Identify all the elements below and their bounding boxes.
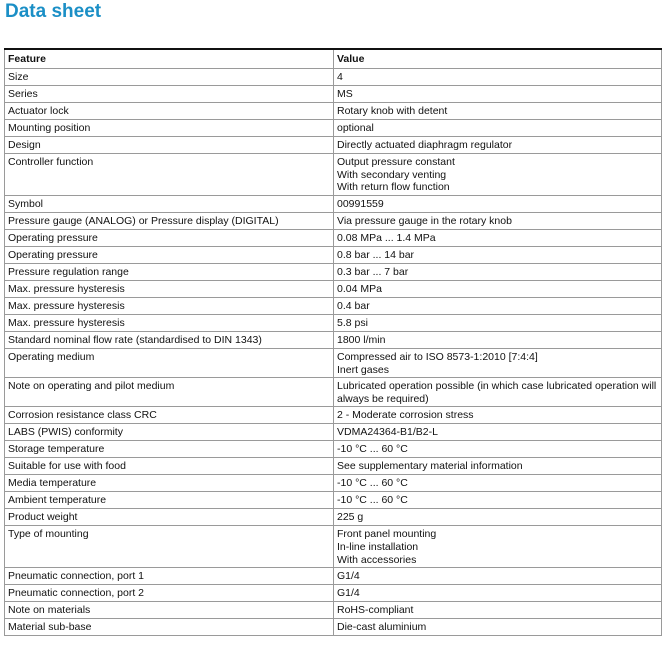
feature-cell: Pneumatic connection, port 1: [5, 568, 334, 585]
value-line: RoHS-compliant: [337, 604, 414, 617]
feature-cell: Material sub-base: [5, 619, 334, 636]
table-row: [5, 230, 662, 247]
table-row: [5, 526, 662, 568]
feature-cell: Note on materials: [5, 602, 334, 619]
table-row: [5, 619, 662, 636]
value-cell: [334, 585, 662, 602]
value-cell: [334, 213, 662, 230]
value-line: See supplementary material information: [337, 460, 523, 473]
value-line: With secondary venting: [337, 168, 447, 181]
feature-cell: Pressure gauge (ANALOG) or Pressure display (DIGITAL): [5, 213, 334, 230]
value-line: 0.3 bar ... 7 bar: [337, 266, 409, 278]
feature-cell: Mounting position: [5, 120, 334, 137]
value-line: Directly actuated diaphragm regulator: [337, 139, 513, 151]
table-row: [5, 602, 662, 619]
value-line: 225 g: [337, 511, 364, 524]
table-row: [5, 281, 662, 298]
table-row: [5, 509, 662, 526]
value-line: 4: [337, 71, 343, 83]
value-line: 0.08 MPa ... 1.4 MPa: [337, 232, 436, 244]
feature-cell: Note on operating and pilot medium: [5, 378, 334, 407]
feature-cell: Max. pressure hysteresis: [5, 298, 334, 315]
value-cell: [334, 458, 662, 475]
table-row: [5, 332, 662, 349]
value-line: optional: [337, 122, 374, 134]
feature-cell: Storage temperature: [5, 441, 334, 458]
value-line: Output pressure constant: [337, 156, 455, 168]
value-cell: [334, 196, 662, 213]
value-cell: [334, 424, 662, 441]
value-line: -10 °C ... 60 °C: [337, 443, 408, 456]
table-row: [5, 120, 662, 137]
value-cell: [334, 349, 662, 378]
feature-cell: Operating pressure: [5, 247, 334, 264]
value-line: -10 °C ... 60 °C: [337, 477, 408, 490]
value-cell: [334, 230, 662, 247]
value-cell: [334, 619, 662, 636]
feature-cell: Suitable for use with food: [5, 458, 334, 475]
table-row: [5, 69, 662, 86]
value-line: G1/4: [337, 570, 360, 583]
value-cell: [334, 137, 662, 154]
table-row: [5, 196, 662, 213]
table-row: [5, 568, 662, 585]
feature-cell: Controller function: [5, 154, 334, 196]
feature-cell: Size: [5, 69, 334, 86]
value-line: MS: [337, 88, 353, 100]
table-row: [5, 407, 662, 424]
feature-cell: Pressure regulation range: [5, 264, 334, 281]
value-line: In-line installation: [337, 540, 419, 553]
table-row: [5, 475, 662, 492]
feature-cell: Max. pressure hysteresis: [5, 281, 334, 298]
column-header-value: Value: [334, 49, 662, 69]
value-line: Inert gases: [337, 363, 389, 376]
table-header-row: [5, 49, 662, 69]
value-cell: [334, 568, 662, 585]
table-row: [5, 154, 662, 196]
feature-cell: Actuator lock: [5, 103, 334, 120]
feature-cell: LABS (PWIS) conformity: [5, 424, 334, 441]
value-line: -10 °C ... 60 °C: [337, 494, 408, 507]
feature-cell: Operating pressure: [5, 230, 334, 247]
value-line: With accessories: [337, 553, 417, 566]
value-line: VDMA24364-B1/B2-L: [337, 426, 438, 439]
feature-cell: Product weight: [5, 509, 334, 526]
value-cell: [334, 492, 662, 509]
feature-cell: Media temperature: [5, 475, 334, 492]
table-row: [5, 378, 662, 407]
value-line: 00991559: [337, 198, 384, 210]
table-row: [5, 441, 662, 458]
value-cell: [334, 378, 662, 407]
value-cell: [334, 602, 662, 619]
feature-cell: Series: [5, 86, 334, 103]
value-cell: [334, 441, 662, 458]
table-row: [5, 247, 662, 264]
value-line: 0.04 MPa: [337, 283, 382, 295]
table-row: [5, 103, 662, 120]
value-cell: [334, 247, 662, 264]
value-line: 5.8 psi: [337, 317, 368, 329]
feature-cell: Symbol: [5, 196, 334, 213]
table-row: [5, 424, 662, 441]
table-row: [5, 492, 662, 509]
feature-cell: Corrosion resistance class CRC: [5, 407, 334, 424]
data-sheet-table: [4, 48, 662, 636]
table-row: [5, 315, 662, 332]
page-title: Data sheet: [5, 1, 102, 22]
table-row: [5, 458, 662, 475]
value-line: 1800 l/min: [337, 334, 386, 346]
value-cell: [334, 315, 662, 332]
table-row: [5, 585, 662, 602]
feature-cell: Max. pressure hysteresis: [5, 315, 334, 332]
value-line: G1/4: [337, 587, 360, 600]
table-row: [5, 298, 662, 315]
value-cell: [334, 298, 662, 315]
table-body: [5, 69, 662, 636]
value-cell: [334, 264, 662, 281]
value-line: 0.8 bar ... 14 bar: [337, 249, 415, 261]
value-cell: [334, 154, 662, 196]
value-line: With return flow function: [337, 181, 450, 194]
value-line: 0.4 bar: [337, 300, 370, 312]
value-line: Compressed air to ISO 8573-1:2010 [7:4:4]: [337, 351, 538, 363]
value-cell: [334, 69, 662, 86]
value-cell: [334, 332, 662, 349]
table-row: [5, 264, 662, 281]
value-cell: [334, 120, 662, 137]
feature-cell: Pneumatic connection, port 2: [5, 585, 334, 602]
value-line: Front panel mounting: [337, 528, 437, 541]
feature-cell: Design: [5, 137, 334, 154]
value-cell: [334, 526, 662, 568]
table-row: [5, 213, 662, 230]
value-line: Rotary knob with detent: [337, 105, 448, 117]
feature-cell: Standard nominal flow rate (standardised to DIN 1343): [5, 332, 334, 349]
table-row: [5, 349, 662, 378]
value-cell: [334, 475, 662, 492]
column-header-feature: Feature: [5, 49, 334, 69]
feature-cell: Type of mounting: [5, 526, 334, 568]
value-cell: [334, 509, 662, 526]
table-row: [5, 137, 662, 154]
value-cell: [334, 407, 662, 424]
value-cell: [334, 103, 662, 120]
value-line: 2 - Moderate corrosion stress: [337, 409, 474, 422]
feature-cell: Ambient temperature: [5, 492, 334, 509]
value-line: Die-cast aluminium: [337, 621, 427, 634]
value-cell: [334, 86, 662, 103]
feature-cell: Operating medium: [5, 349, 334, 378]
value-cell: [334, 281, 662, 298]
value-line: Via pressure gauge in the rotary knob: [337, 215, 512, 227]
table-row: [5, 86, 662, 103]
value-line: Lubricated operation possible (in which case lubricated operation will always be required): [337, 380, 657, 405]
